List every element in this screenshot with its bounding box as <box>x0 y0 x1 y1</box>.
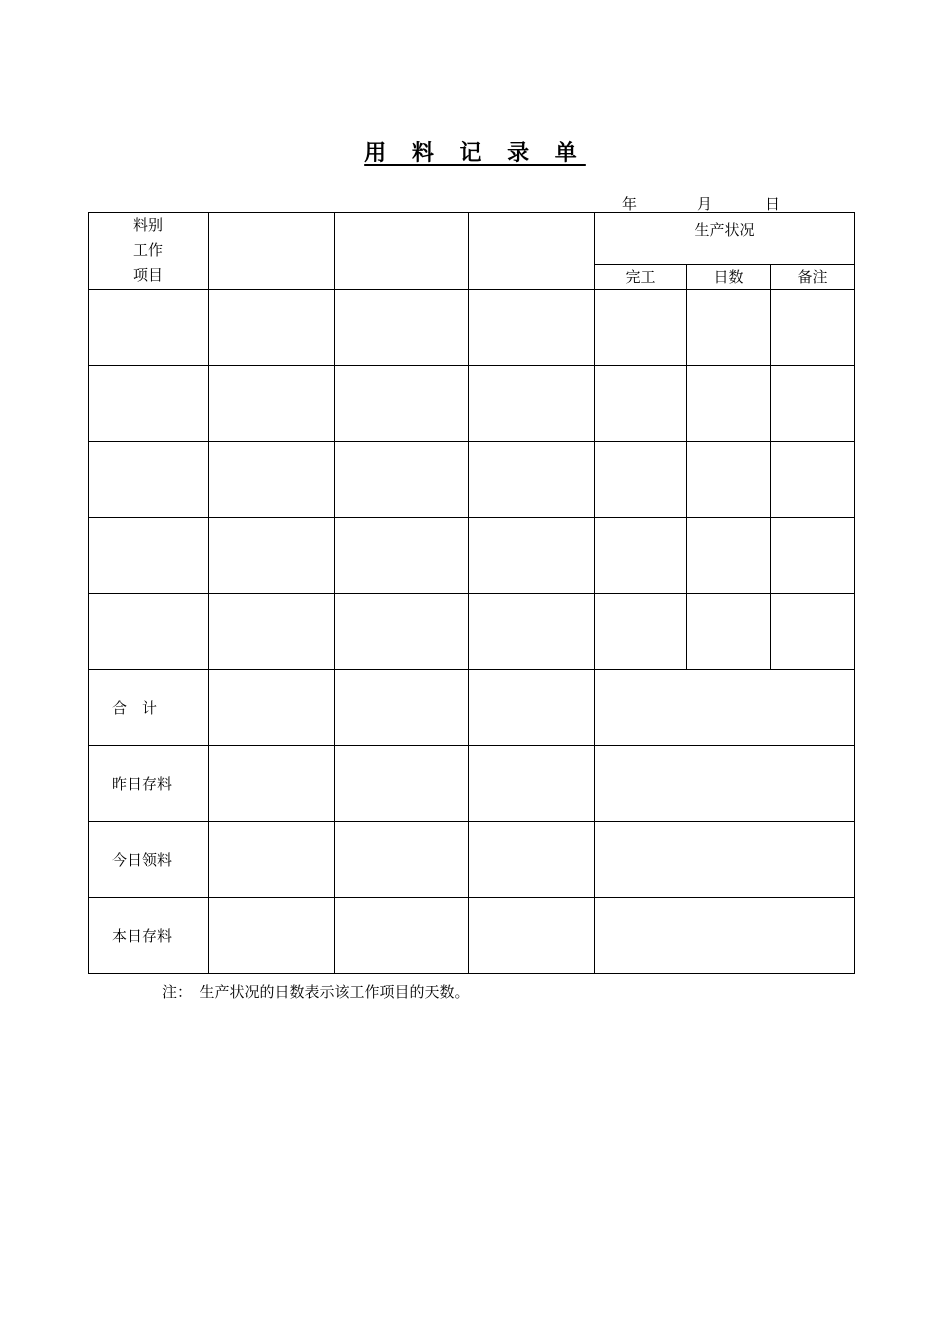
material-cell[interactable] <box>469 518 595 594</box>
table-row <box>89 518 855 594</box>
material-cell[interactable] <box>469 594 595 670</box>
date-line <box>620 193 790 213</box>
today-received-cell[interactable] <box>209 822 335 898</box>
remarks-header: 备注 <box>771 265 855 290</box>
corner-header-cell <box>89 213 209 290</box>
table-row <box>89 290 855 366</box>
work-item-cell[interactable] <box>89 518 209 594</box>
completed-header: 完工 <box>595 265 687 290</box>
total-label: 合 计 <box>89 670 209 746</box>
days-cell[interactable] <box>687 290 771 366</box>
material-cell[interactable] <box>209 366 335 442</box>
material-cell[interactable] <box>335 442 469 518</box>
production-status-header: 生产状况 <box>595 213 855 265</box>
corner-label-work: 工作 <box>132 241 163 259</box>
remarks-cell[interactable] <box>771 594 855 670</box>
material-cell[interactable] <box>209 594 335 670</box>
material-cell[interactable] <box>209 518 335 594</box>
material-column-3-header[interactable] <box>469 213 595 290</box>
material-column-1-header[interactable] <box>209 213 335 290</box>
header-row-1 <box>89 213 855 265</box>
yesterday-stock-merged-cell[interactable] <box>595 746 855 822</box>
material-cell[interactable] <box>209 442 335 518</box>
material-cell[interactable] <box>469 290 595 366</box>
material-column-2-header[interactable] <box>335 213 469 290</box>
yesterday-stock-label: 昨日存料 <box>89 746 209 822</box>
work-item-cell[interactable] <box>89 594 209 670</box>
table-row <box>89 366 855 442</box>
total-cell[interactable] <box>469 670 595 746</box>
today-received-merged-cell[interactable] <box>595 822 855 898</box>
material-cell[interactable] <box>335 290 469 366</box>
completed-cell[interactable] <box>595 366 687 442</box>
today-stock-cell[interactable] <box>469 898 595 974</box>
material-cell[interactable] <box>469 366 595 442</box>
table-row <box>89 442 855 518</box>
date-year-label: 年 <box>622 195 638 213</box>
work-item-cell[interactable] <box>89 442 209 518</box>
total-cell[interactable] <box>209 670 335 746</box>
corner-label-material: 料别 <box>132 216 163 234</box>
completed-cell[interactable] <box>595 518 687 594</box>
completed-cell[interactable] <box>595 594 687 670</box>
material-cell[interactable] <box>335 366 469 442</box>
today-received-cell[interactable] <box>469 822 595 898</box>
today-stock-cell[interactable] <box>335 898 469 974</box>
corner-label-item: 项目 <box>132 266 163 284</box>
today-received-cell[interactable] <box>335 822 469 898</box>
footnote: 注： 生产状况的日数表示该工作项目的天数。 <box>162 983 470 1001</box>
today-received-row <box>89 822 855 898</box>
yesterday-stock-cell[interactable] <box>209 746 335 822</box>
material-cell[interactable] <box>335 518 469 594</box>
days-cell[interactable] <box>687 442 771 518</box>
completed-cell[interactable] <box>595 442 687 518</box>
work-item-cell[interactable] <box>89 366 209 442</box>
remarks-cell[interactable] <box>771 518 855 594</box>
today-stock-cell[interactable] <box>209 898 335 974</box>
completed-cell[interactable] <box>595 290 687 366</box>
remarks-cell[interactable] <box>771 442 855 518</box>
form-title: 用 料 记 录 单 <box>364 140 586 166</box>
days-cell[interactable] <box>687 518 771 594</box>
date-month-label: 月 <box>697 195 713 213</box>
yesterday-stock-cell[interactable] <box>335 746 469 822</box>
today-stock-merged-cell[interactable] <box>595 898 855 974</box>
material-cell[interactable] <box>335 594 469 670</box>
total-row <box>89 670 855 746</box>
days-header: 日数 <box>687 265 771 290</box>
today-stock-row <box>89 898 855 974</box>
total-cell[interactable] <box>335 670 469 746</box>
yesterday-stock-cell[interactable] <box>469 746 595 822</box>
remarks-cell[interactable] <box>771 366 855 442</box>
yesterday-stock-row <box>89 746 855 822</box>
days-cell[interactable] <box>687 366 771 442</box>
material-cell[interactable] <box>209 290 335 366</box>
remarks-cell[interactable] <box>771 290 855 366</box>
table-row <box>89 594 855 670</box>
material-cell[interactable] <box>469 442 595 518</box>
date-day-label: 日 <box>765 195 781 213</box>
work-item-cell[interactable] <box>89 290 209 366</box>
total-merged-cell[interactable] <box>595 670 855 746</box>
today-received-label: 今日领料 <box>89 822 209 898</box>
material-record-table <box>88 212 855 974</box>
days-cell[interactable] <box>687 594 771 670</box>
today-stock-label: 本日存料 <box>89 898 209 974</box>
